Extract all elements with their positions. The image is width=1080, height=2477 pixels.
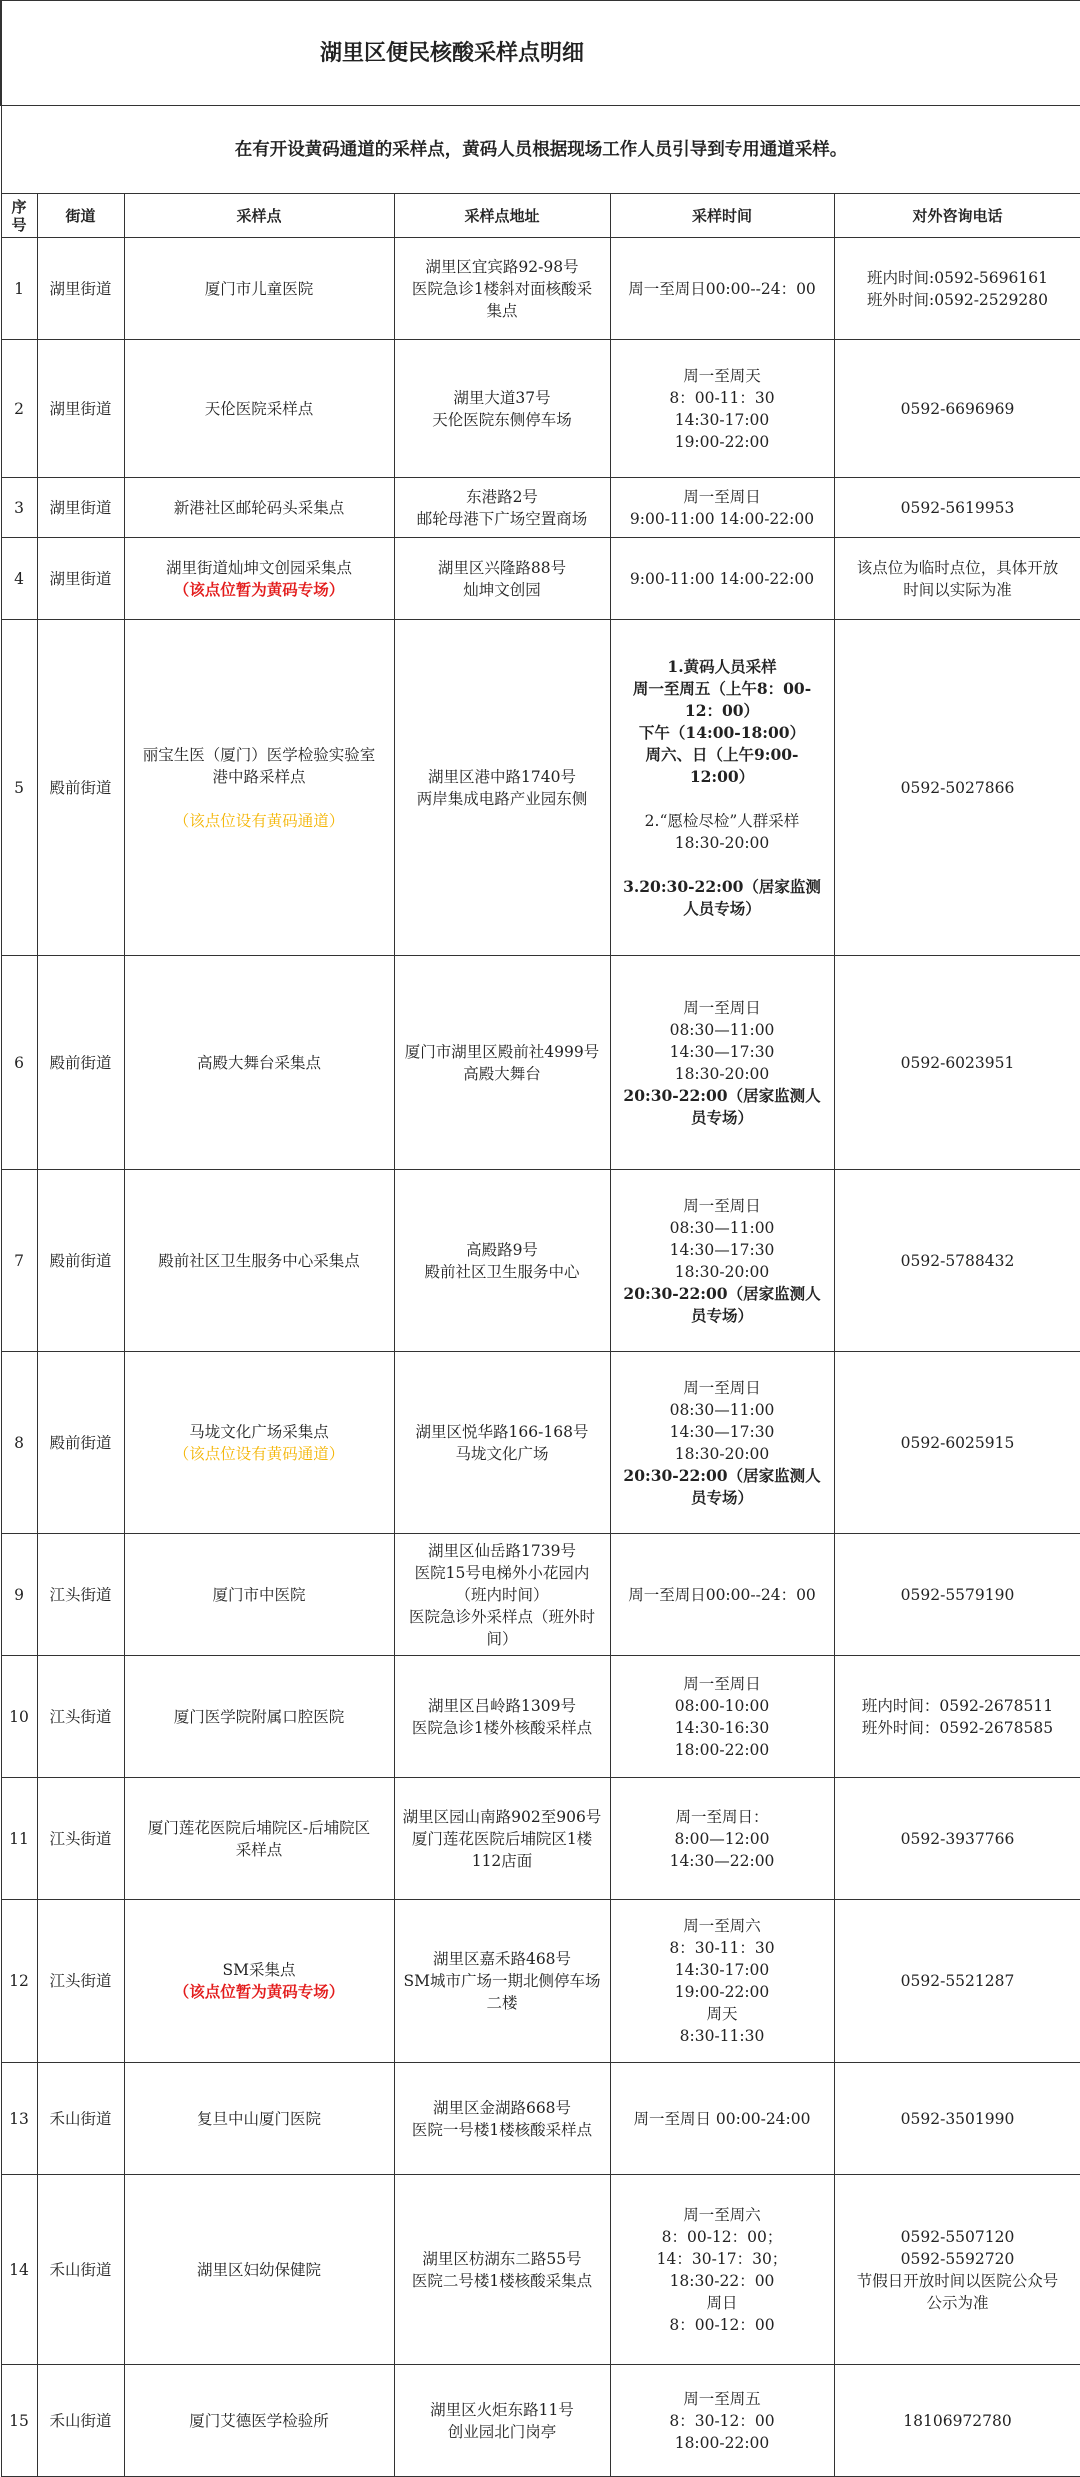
address-line: 灿坤文创园 (463, 580, 541, 599)
phone-line: 0592-5027866 (900, 778, 1015, 797)
row-site (124, 1778, 394, 1900)
time-line-bold: 12:00） (689, 766, 755, 786)
time-line: 周一至周五 (683, 2389, 761, 2408)
row-site (124, 2175, 394, 2365)
row-site (124, 478, 394, 538)
row-street: 江头街道 (37, 1778, 124, 1900)
time-line: 周一至周天 (683, 366, 761, 385)
row-site (124, 1170, 394, 1352)
row-phone (834, 1534, 1080, 1656)
time-line-bold: 周六、日（上午9:00- (645, 744, 799, 764)
row-number: 9 (1, 1534, 37, 1656)
table-header-row (1, 194, 1080, 238)
yellow-code-only-badge: （该点位暂为黄码专场） (173, 579, 345, 599)
time-line: 08:30—11:00 (669, 1218, 775, 1237)
address-line: 湖里大道37号 (453, 388, 551, 407)
row-address (394, 2365, 610, 2477)
row-address (394, 1778, 610, 1900)
time-line: 9:00-11:00 14:00-22:00 (629, 569, 815, 588)
address-line: 湖里区园山南路902至906号 (402, 1807, 602, 1826)
time-line: 周一至周日： (675, 1807, 769, 1826)
line-spacer (614, 788, 831, 810)
time-line-bold: 12：00） (684, 700, 760, 720)
address-line: 医院二号楼1楼核酸采集点 (411, 2271, 593, 2290)
row-street: 殿前街道 (37, 956, 124, 1170)
row-address (394, 1170, 610, 1352)
time-line: 周一至周日00:00--24：00 (628, 1585, 816, 1604)
row-address (394, 2063, 610, 2175)
time-line: 14:30—17:30 (669, 1422, 775, 1441)
row-number: 11 (1, 1778, 37, 1900)
row-address (394, 1352, 610, 1534)
phone-line: 班外时间：0592-2678585 (861, 1718, 1054, 1737)
time-line: 周一至周六 (683, 2205, 761, 2224)
address-line: 医院急诊1楼外核酸采样点 (411, 1718, 593, 1737)
site-name-line: 天伦医院采样点 (204, 399, 314, 418)
note-row (1, 106, 1080, 194)
row-address (394, 1656, 610, 1778)
row-street: 禾山街道 (37, 2365, 124, 2477)
site-name-line: 厦门艾德医学检验所 (189, 2411, 329, 2430)
site-name-line: 丽宝生医（厦门）医学检验实验室 (142, 745, 376, 764)
row-street: 禾山街道 (37, 2063, 124, 2175)
row-phone (834, 340, 1080, 478)
row-site (124, 2365, 394, 2477)
address-line: 东港路2号 (466, 487, 538, 506)
phone-line: 时间以实际为准 (903, 580, 1012, 599)
row-address (394, 1900, 610, 2063)
row-time (610, 2365, 834, 2477)
address-line: 高殿路9号 (466, 1240, 538, 1259)
phone-line: 班外时间:0592-2529280 (867, 290, 1048, 309)
time-line: 8:00—12:00 (674, 1829, 770, 1848)
table-row (1, 1534, 1080, 1656)
row-phone (834, 478, 1080, 538)
row-address (394, 238, 610, 340)
time-line-bold: 20:30-22:00（居家监测人 (623, 1465, 821, 1485)
time-line: 周一至周日 (683, 1196, 761, 1215)
row-street: 湖里街道 (37, 538, 124, 620)
table-row (1, 1778, 1080, 1900)
row-time (610, 1170, 834, 1352)
time-line-bold: 20:30-22:00（居家监测人 (623, 1283, 821, 1303)
line-spacer (128, 788, 391, 810)
address-line: 湖里区金湖路668号 (432, 2098, 572, 2117)
row-number: 7 (1, 1170, 37, 1352)
phone-line: 0592-5521287 (900, 1972, 1015, 1990)
time-line: 08:00-10:00 (674, 1696, 770, 1715)
row-street: 江头街道 (37, 1900, 124, 2063)
time-line: 14:30—17:30 (669, 1240, 775, 1259)
header-street: 街道 (37, 194, 124, 238)
row-number: 6 (1, 956, 37, 1170)
time-line: 18:30-20:00 (674, 1262, 770, 1281)
time-line-bold: 员专场） (690, 1107, 753, 1127)
address-line: 112店面 (471, 1851, 533, 1870)
yellow-channel-badge: （该点位设有黄码通道） (173, 811, 345, 830)
address-line: 湖里区仙岳路1739号 (428, 1541, 576, 1560)
table-row (1, 1170, 1080, 1352)
address-line: 二楼 (486, 1994, 518, 2012)
phone-line: 节假日开放时间以医院公众号 (856, 2271, 1059, 2290)
time-line: 19:00-22:00 (674, 432, 770, 451)
row-site (124, 956, 394, 1170)
row-phone (834, 2175, 1080, 2365)
time-line: 8:30-11:30 (679, 2027, 765, 2045)
row-time (610, 1534, 834, 1656)
row-street: 禾山街道 (37, 2175, 124, 2365)
site-name-line: 厦门市儿童医院 (204, 279, 314, 298)
time-line: 19:00-22:00 (674, 1983, 770, 2001)
row-address (394, 2175, 610, 2365)
address-line: 殿前社区卫生服务中心 (424, 1262, 580, 1281)
row-street: 殿前街道 (37, 620, 124, 956)
row-street: 江头街道 (37, 1656, 124, 1778)
time-line-bold: 1.黄码人员采样 (667, 656, 777, 676)
time-line: 周一至周六 (683, 1917, 761, 1935)
address-line: 创业园北门岗亭 (447, 2422, 557, 2441)
time-line: 8：00-12：00； (661, 2227, 783, 2246)
address-line: 马垅文化广场 (455, 1444, 549, 1463)
site-name-line: 厦门医学院附属口腔医院 (173, 1707, 345, 1726)
address-line: 医院一号楼1楼核酸采样点 (411, 2120, 593, 2139)
time-line: 周一至周日 00:00-24:00 (633, 2109, 811, 2128)
row-time (610, 2175, 834, 2365)
row-time (610, 956, 834, 1170)
yellow-code-note: 在有开设黄码通道的采样点，黄码人员根据现场工作人员引导到专用通道采样。 (1, 106, 1080, 194)
row-phone (834, 2063, 1080, 2175)
row-site (124, 1534, 394, 1656)
row-site (124, 620, 394, 956)
time-line: 9:00-11:00 14:00-22:00 (629, 509, 815, 528)
time-line: 周一至周日 (683, 487, 761, 506)
table-row (1, 620, 1080, 956)
row-site (124, 1900, 394, 2063)
row-number: 10 (1, 1656, 37, 1778)
address-line: 医院15号电梯外小花园内 (414, 1563, 590, 1582)
row-phone (834, 238, 1080, 340)
site-name-line: 厦门市中医院 (212, 1585, 306, 1604)
time-line: 18:00-22:00 (674, 1740, 770, 1759)
time-line-bold: 下午（14:00-18:00） (638, 722, 806, 742)
row-number: 13 (1, 2063, 37, 2175)
row-number: 8 (1, 1352, 37, 1534)
time-line-bold: 人员专场） (683, 898, 761, 918)
row-site (124, 238, 394, 340)
time-line: 18:00-22:00 (674, 2433, 770, 2452)
phone-line: 0592-6023951 (900, 1053, 1015, 1072)
phone-line: 0592-6696969 (900, 399, 1015, 418)
table-row (1, 1900, 1080, 2063)
time-line: 14:30-16:30 (674, 1718, 770, 1737)
address-line: 邮轮母港下广场空置商场 (416, 509, 588, 528)
address-line: 湖里区宜宾路92-98号 (425, 257, 579, 276)
table-row (1, 538, 1080, 620)
row-time (610, 2063, 834, 2175)
time-line: 周天 (706, 2005, 738, 2023)
row-time (610, 1352, 834, 1534)
row-time (610, 1900, 834, 2063)
time-line: 18:30-20:00 (674, 1444, 770, 1463)
table-row (1, 478, 1080, 538)
row-phone (834, 538, 1080, 620)
phone-line: 0592-6025915 (900, 1433, 1015, 1452)
phone-line: 0592-5579190 (900, 1585, 1015, 1604)
address-line: 湖里区嘉禾路468号 (432, 1950, 572, 1968)
row-time (610, 1778, 834, 1900)
row-time (610, 478, 834, 538)
row-number: 3 (1, 478, 37, 538)
yellow-channel-badge: （该点位设有黄码通道） (173, 1444, 345, 1463)
row-street: 殿前街道 (37, 1352, 124, 1534)
row-site (124, 1656, 394, 1778)
phone-line: 0592-5619953 (900, 498, 1015, 517)
phone-line: 0592-5507120 (900, 2227, 1015, 2246)
time-line: 14:30-17:00 (674, 1961, 770, 1979)
address-line: （班内时间） (455, 1585, 549, 1604)
table-row (1, 2063, 1080, 2175)
header-phone: 对外咨询电话 (834, 194, 1080, 238)
address-line: 湖里区悦华路166-168号 (415, 1422, 589, 1441)
yellow-code-only-badge: （该点位暂为黄码专场） (173, 1982, 345, 2001)
time-line: 周一至周日 (683, 1674, 761, 1693)
address-line: 医院急诊外采样点（班外时 (408, 1607, 595, 1626)
row-address (394, 478, 610, 538)
time-line: 18:30-20:00 (674, 833, 770, 852)
site-name-line: SM采集点 (222, 1961, 296, 1979)
row-number: 1 (1, 238, 37, 340)
address-line: 间） (486, 1629, 518, 1648)
row-street: 江头街道 (37, 1534, 124, 1656)
time-line: 18:30-20:00 (674, 1064, 770, 1083)
time-line: 14:30-17:00 (674, 410, 770, 429)
row-street: 湖里街道 (37, 238, 124, 340)
row-time (610, 340, 834, 478)
table-row (1, 956, 1080, 1170)
site-name-line: 马垅文化广场采集点 (189, 1422, 329, 1441)
row-phone (834, 620, 1080, 956)
row-phone (834, 1778, 1080, 1900)
row-address (394, 620, 610, 956)
row-number: 2 (1, 340, 37, 478)
row-phone (834, 1900, 1080, 2063)
row-number: 4 (1, 538, 37, 620)
time-line: 18:30-22：00 (669, 2271, 775, 2290)
row-address (394, 340, 610, 478)
row-number: 14 (1, 2175, 37, 2365)
header-address: 采样点地址 (394, 194, 610, 238)
time-line: 08:30—11:00 (669, 1400, 775, 1419)
address-line: 湖里区港中路1740号 (428, 767, 576, 786)
header-time: 采样时间 (610, 194, 834, 238)
address-line: 集点 (486, 301, 518, 320)
site-name-line: 复旦中山厦门医院 (196, 2109, 321, 2128)
table-row (1, 238, 1080, 340)
row-phone (834, 956, 1080, 1170)
header-no-line2: 号 (11, 215, 27, 234)
time-line: 8：30-12：00 (669, 2411, 775, 2430)
row-phone (834, 1352, 1080, 1534)
time-line: 14:30—22:00 (669, 1851, 775, 1870)
phone-line: 0592-5592720 (900, 2249, 1015, 2268)
site-name-line: 港中路采样点 (212, 767, 306, 786)
row-number: 15 (1, 2365, 37, 2477)
phone-line: 公示为准 (926, 2293, 989, 2312)
address-line: 高殿大舞台 (463, 1064, 541, 1083)
site-name-line: 采样点 (235, 1840, 283, 1859)
time-line-bold: 20:30-22:00（居家监测人 (623, 1085, 821, 1105)
address-line: 天伦医院东侧停车场 (432, 410, 572, 429)
header-site: 采样点 (124, 194, 394, 238)
table-row (1, 340, 1080, 478)
address-line: 两岸集成电路产业园东侧 (416, 789, 588, 808)
address-line: 湖里区兴隆路88号 (437, 558, 567, 577)
time-line: 周日 (706, 2293, 738, 2312)
time-line-bold: 周一至周五（上午8：00- (632, 678, 812, 698)
time-line: 2.“愿检尽检”人群采样 (644, 811, 800, 830)
time-line-bold: 员专场） (690, 1487, 753, 1507)
phone-line: 班内时间：0592-2678511 (861, 1696, 1054, 1715)
time-line: 周一至周日 (683, 998, 761, 1017)
address-line: 厦门莲花医院后埔院区1楼 (411, 1829, 593, 1848)
time-line: 8：30-11：30 (669, 1939, 775, 1957)
time-line-bold: 员专场） (690, 1305, 753, 1325)
table-row (1, 2175, 1080, 2365)
row-address (394, 538, 610, 620)
row-address (394, 1534, 610, 1656)
row-time (610, 1656, 834, 1778)
phone-line: 0592-5788432 (900, 1251, 1015, 1270)
row-site (124, 340, 394, 478)
row-site (124, 1352, 394, 1534)
row-site (124, 2063, 394, 2175)
time-line-bold: 3.20:30-22:00（居家监测 (623, 876, 821, 896)
row-street: 湖里街道 (37, 478, 124, 538)
row-phone (834, 2365, 1080, 2477)
row-number: 5 (1, 620, 37, 956)
table-row (1, 2365, 1080, 2477)
time-line: 8：00-12：00 (669, 2315, 775, 2334)
address-line: 湖里区吕岭路1309号 (428, 1696, 576, 1715)
time-line: 08:30—11:00 (669, 1020, 775, 1039)
title-row (1, 1, 1080, 106)
site-name-line: 新港社区邮轮码头采集点 (173, 498, 345, 517)
row-site (124, 538, 394, 620)
row-phone (834, 1170, 1080, 1352)
address-line: 湖里区枋湖东二路55号 (422, 2249, 582, 2268)
time-line: 周一至周日00:00--24：00 (628, 279, 816, 298)
row-number: 12 (1, 1900, 37, 2063)
site-name-line: 高殿大舞台采集点 (196, 1053, 321, 1072)
time-line: 14:30—17:30 (669, 1042, 775, 1061)
phone-line: 18106972780 (903, 2411, 1012, 2430)
table-row (1, 1352, 1080, 1534)
page-title: 湖里区便民核酸采样点明细 (1, 1, 1080, 106)
row-street: 湖里街道 (37, 340, 124, 478)
site-name-line: 殿前社区卫生服务中心采集点 (158, 1251, 360, 1270)
address-line: 厦门市湖里区殿前社4999号 (404, 1042, 600, 1061)
site-name-line: 湖里区妇幼保健院 (196, 2260, 321, 2279)
row-address (394, 956, 610, 1170)
address-line: 医院急诊1楼斜对面核酸采 (411, 279, 593, 298)
site-name-line: 厦门莲花医院后埔院区-后埔院区 (147, 1818, 371, 1837)
phone-line: 0592-3937766 (900, 1829, 1015, 1848)
address-line: 湖里区火炬东路11号 (430, 2400, 574, 2419)
phone-line: 0592-3501990 (900, 2109, 1015, 2128)
phone-line: 该点位为临时点位，具体开放 (856, 558, 1059, 577)
address-line: SM城市广场一期北侧停车场 (403, 1972, 601, 1990)
row-street: 殿前街道 (37, 1170, 124, 1352)
time-line: 周一至周日 (683, 1378, 761, 1397)
row-time (610, 538, 834, 620)
site-name-line: 湖里街道灿坤文创园采集点 (165, 558, 352, 577)
header-no-line1: 序 (11, 197, 27, 216)
table-row (1, 1656, 1080, 1778)
header-no (1, 194, 37, 238)
time-line: 14：30-17：30； (656, 2249, 788, 2268)
row-phone (834, 1656, 1080, 1778)
row-time (610, 238, 834, 340)
phone-line: 班内时间:0592-5696161 (867, 268, 1048, 287)
line-spacer (614, 854, 831, 876)
time-line: 8：00-11：30 (669, 388, 775, 407)
row-time (610, 620, 834, 956)
